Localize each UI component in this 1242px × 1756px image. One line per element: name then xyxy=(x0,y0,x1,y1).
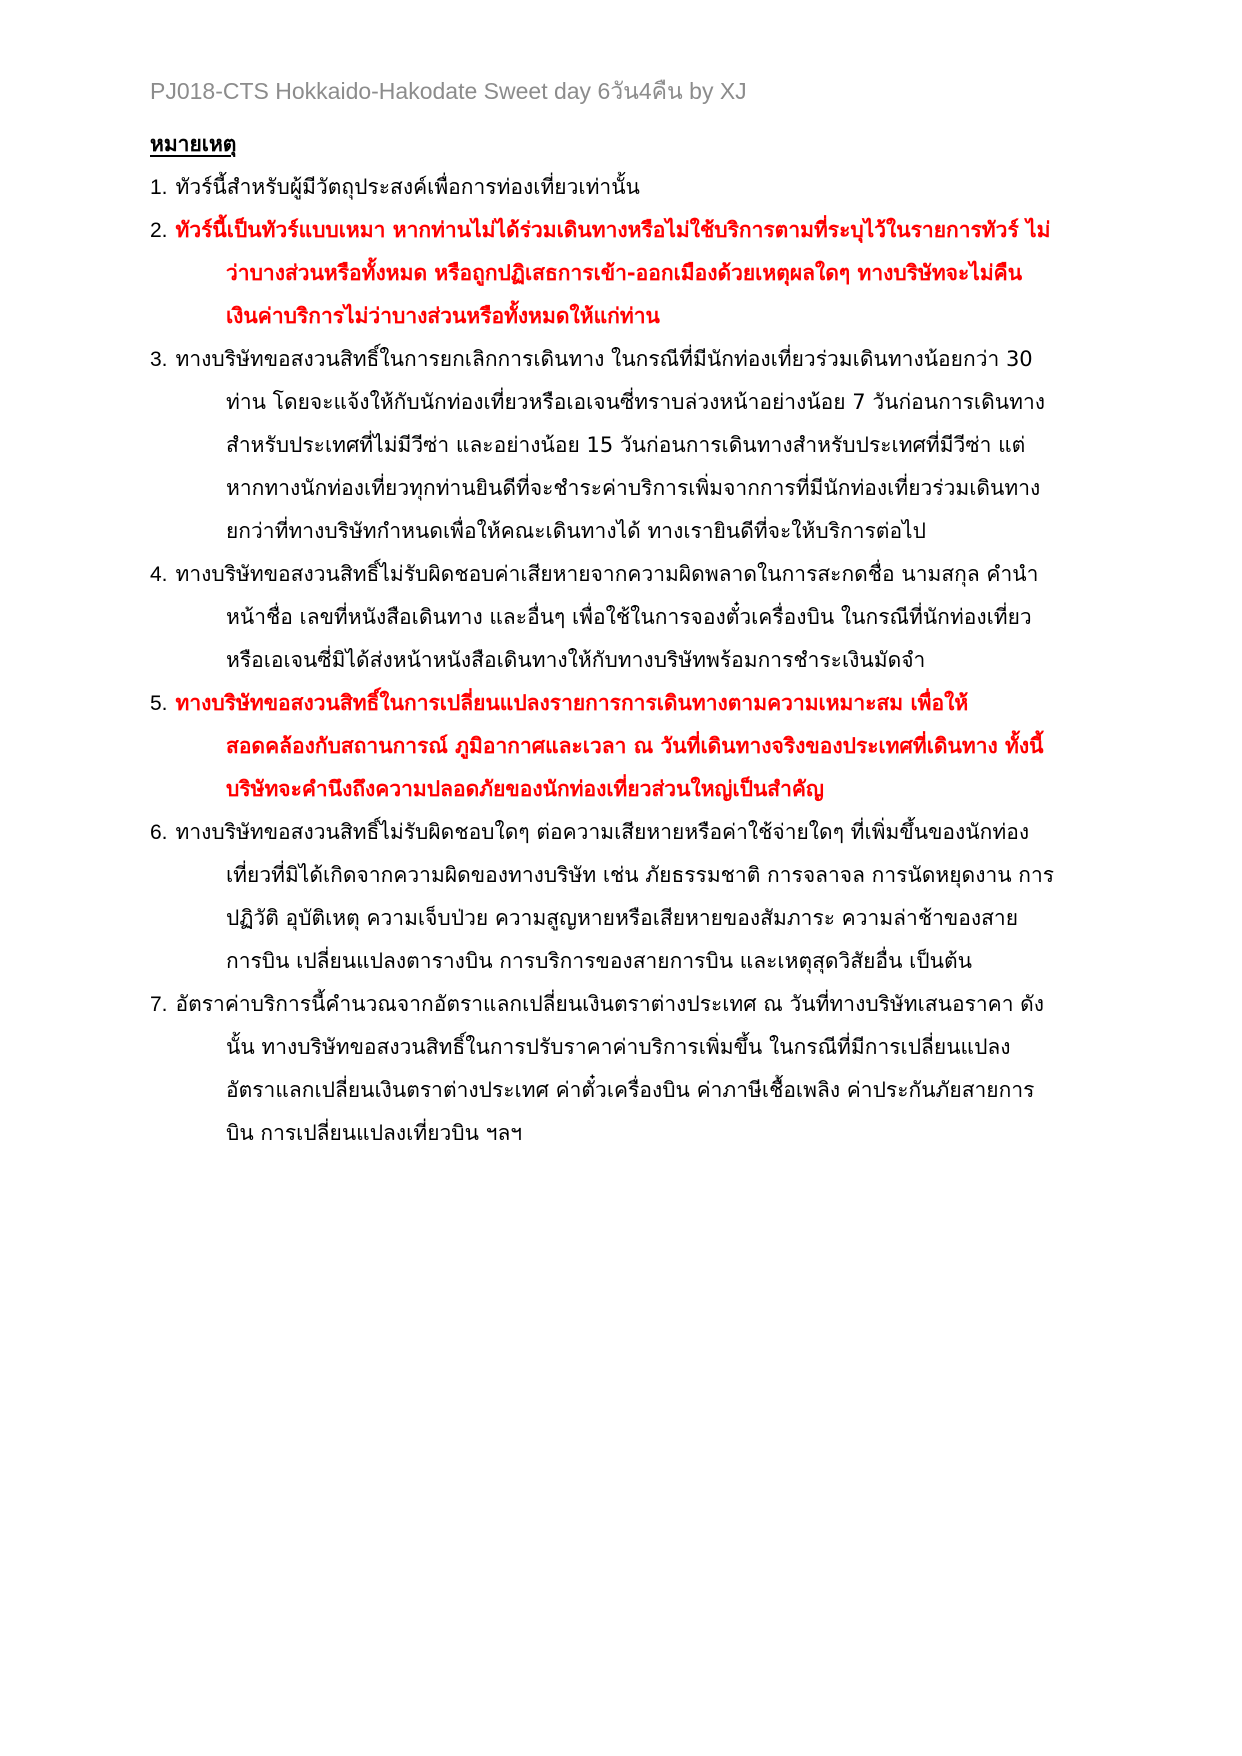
note-line: ปฏิวัติ อุบัติเหตุ ความเจ็บป่วย ความสูญหายหรือเสียหายของสัมภาระ ความล่าช้าของสาย xyxy=(226,906,1019,930)
note-text: อัตราค่าบริการนี้คำนวณจากอัตราแลกเปลี่ยนเงินตราต่างประเทศ ณ วันที่ทางบริษัทเสนอราคา ดัง xyxy=(175,992,1045,1016)
note-line: สอดคล้องกับสถานการณ์ ภูมิอากาศและเวลา ณ วันที่เดินทางจริงของประเทศที่เดินทาง ทั้งนี้ xyxy=(226,734,1044,758)
note-line xyxy=(150,166,1160,209)
note-text: ทางบริษัทขอสงวนสิทธิ์ไม่รับผิดชอบค่าเสียหายจากความผิดพลาดในการสะกดชื่อ นามสกุล คำนำ xyxy=(175,562,1039,586)
note-number: 1. xyxy=(150,176,168,199)
note-text: ทางบริษัทขอสงวนสิทธิ์ในการเปลี่ยนแปลงรายการการเดินทางตามความเหมาะสม เพื่อให้ xyxy=(175,691,969,715)
note-line: การบิน เปลี่ยนแปลงตารางบิน การบริการของสายการบิน และเหตุสุดวิสัยอื่น เป็นต้น xyxy=(226,949,972,973)
note-number: 2. xyxy=(150,219,168,242)
note-line: บิน การเปลี่ยนแปลงเที่ยวบิน ฯลฯ xyxy=(226,1121,523,1145)
note-line: อัตราแลกเปลี่ยนเงินตราต่างประเทศ ค่าตั๋วเครื่องบิน ค่าภาษีเชื้อเพลิง ค่าประกันภัยสายการ xyxy=(226,1078,1035,1102)
note-item-7 xyxy=(150,983,1160,1155)
note-text: ทัวร์นี้สำหรับผู้มีวัตถุประสงค์เพื่อการท่องเที่ยวเท่านั้น xyxy=(175,175,640,199)
note-item-4 xyxy=(150,553,1160,682)
note-line xyxy=(150,209,1160,252)
note-item-2 xyxy=(150,209,1160,338)
note-text: ทัวร์นี้เป็นทัวร์แบบเหมา หากท่านไม่ได้ร่วมเดินทางหรือไม่ใช้บริการตามที่ระบุไว้ในรายการทัวร์ ไม่ xyxy=(175,218,1051,242)
note-line xyxy=(150,553,1160,596)
note-text: ทางบริษัทขอสงวนสิทธิ์ไม่รับผิดชอบใดๆ ต่อความเสียหายหรือค่าใช้จ่ายใดๆ ที่เพิ่มขึ้นของนักท่อง xyxy=(175,820,1030,844)
note-line: หน้าชื่อ เลขที่หนังสือเดินทาง และอื่นๆ เพื่อใช้ในการจองตั๋วเครื่องบิน ในกรณีที่นักท่องเที่ยว xyxy=(226,605,1032,629)
note-line: เงินค่าบริการไม่ว่าบางส่วนหรือทั้งหมดให้แก่ท่าน xyxy=(226,304,660,328)
note-text: ทางบริษัทขอสงวนสิทธิ์ในการยกเลิกการเดินทาง ในกรณีที่มีนักท่องเที่ยวร่วมเดินทางน้อยกว่า 30 xyxy=(175,347,1033,371)
note-line: สำหรับประเทศที่ไม่มีวีซ่า และอย่างน้อย 15 วันก่อนการเดินทางสำหรับประเทศที่มีวีซ่า แต่ xyxy=(226,433,1026,457)
document-header-title: PJ018-CTS Hokkaido-Hakodate Sweet day 6วัน4คืน by XJ xyxy=(150,78,747,104)
note-item-3 xyxy=(150,338,1160,553)
note-line: ยกว่าที่ทางบริษัทกำหนดเพื่อให้คณะเดินทางได้ ทางเรายินดีที่จะให้บริการต่อไป xyxy=(226,519,926,543)
note-line: ว่าบางส่วนหรือทั้งหมด หรือถูกปฏิเสธการเข้า-ออกเมืองด้วยเหตุผลใดๆ ทางบริษัทจะไม่คืน xyxy=(226,261,1023,285)
note-line: เที่ยวที่มิได้เกิดจากความผิดของทางบริษัท เช่น ภัยธรรมชาติ การจลาจล การนัดหยุดงาน การ xyxy=(226,863,1055,887)
notes-heading: หมายเหตุ xyxy=(150,132,237,156)
note-line: ท่าน โดยจะแจ้งให้กับนักท่องเที่ยวหรือเอเจนซี่ทราบล่วงหน้าอย่างน้อย 7 วันก่อนการเดินทาง xyxy=(226,390,1045,414)
note-line: หากทางนักท่องเที่ยวทุกท่านยินดีที่จะชำระค่าบริการเพิ่มจากการที่มีนักท่องเที่ยวร่วมเดินทาง xyxy=(226,476,1041,500)
note-line xyxy=(150,682,1160,725)
note-line xyxy=(150,983,1160,1026)
note-line: นั้น ทางบริษัทขอสงวนสิทธิ์ในการปรับราคาค่าบริการเพิ่มขึ้น ในกรณีที่มีการเปลี่ยนแปลง xyxy=(226,1035,1011,1059)
note-item-6 xyxy=(150,811,1160,983)
note-line xyxy=(150,338,1160,381)
note-number: 3. xyxy=(150,348,168,371)
note-line: หรือเอเจนซี่มิได้ส่งหน้าหนังสือเดินทางให้กับทางบริษัทพร้อมการชำระเงินมัดจำ xyxy=(226,648,926,672)
note-line xyxy=(150,811,1160,854)
note-number: 7. xyxy=(150,993,168,1016)
note-number: 4. xyxy=(150,563,168,586)
note-number: 5. xyxy=(150,692,168,715)
note-item-1 xyxy=(150,166,1160,209)
note-number: 6. xyxy=(150,821,168,844)
note-line: บริษัทจะคำนึงถึงความปลอดภัยของนักท่องเที่ยวส่วนใหญ่เป็นสำคัญ xyxy=(226,777,824,801)
note-item-5 xyxy=(150,682,1160,811)
